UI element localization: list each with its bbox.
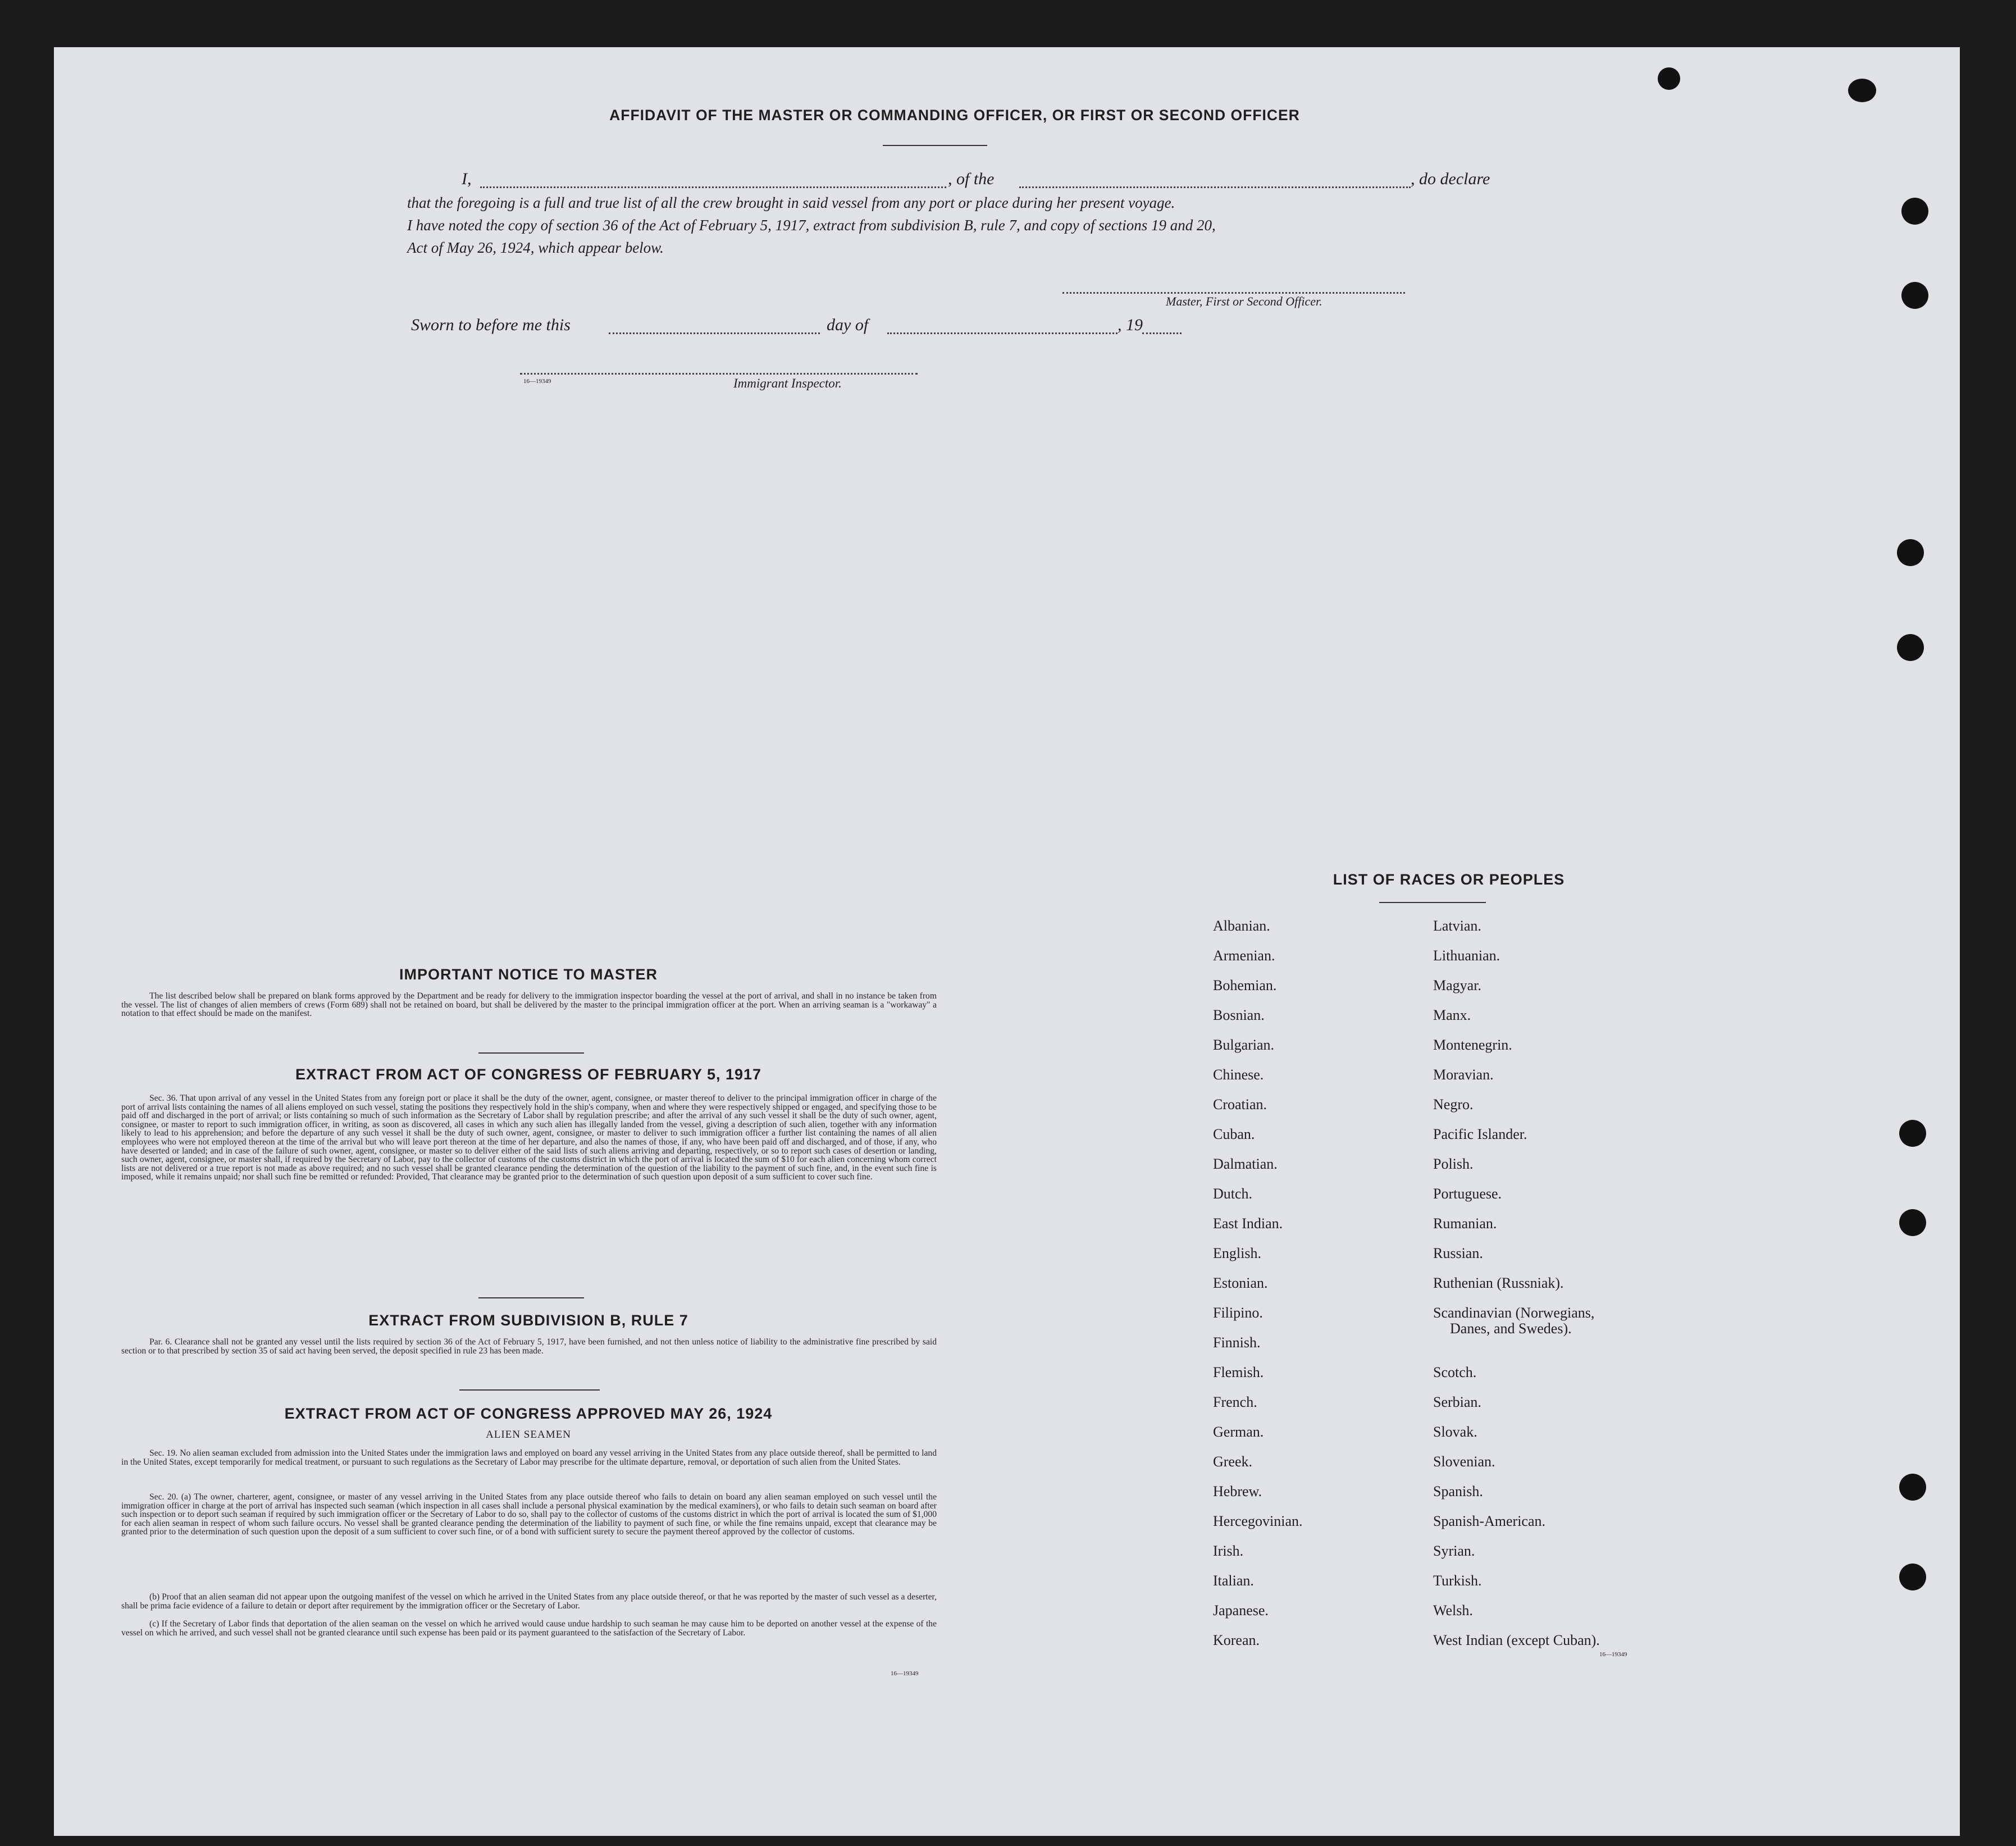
race-item: Slovak. bbox=[1433, 1424, 1477, 1440]
race-item: Bohemian. bbox=[1213, 977, 1277, 993]
vessel-blank bbox=[1019, 186, 1411, 188]
race-item: Dalmatian. bbox=[1213, 1156, 1278, 1172]
race-item: Albanian. bbox=[1213, 918, 1270, 934]
race-item: Magyar. bbox=[1433, 977, 1481, 993]
year-prefix: , 19 bbox=[1118, 316, 1143, 334]
race-item: Turkish. bbox=[1433, 1572, 1482, 1589]
binder-hole bbox=[1899, 1120, 1926, 1147]
sec19-text: Sec. 19. No alien seaman excluded from admission into the United States under the immigration laws and employed on board any vessel arriving in the United States from any place outside thereof, shall be permitted to land in the United States, except temporarily for medical treatment, or pursuant to such regulations as the Secretary of Labor may prescribe for the ultimate departure, removal, or deportation of such alien from the United States. bbox=[121, 1448, 937, 1467]
race-item: French. bbox=[1213, 1394, 1257, 1410]
races-title-rule bbox=[1379, 902, 1486, 903]
race-item: Scandinavian (Norwegians, bbox=[1433, 1305, 1595, 1321]
sec20a-text: Sec. 20. (a) The owner, charterer, agent, consignee, or master of any vessel arriving in the United States from any place outside thereof who fails to detain on board any alien seaman employed on such vessel until the immigration officer in charge at the port of arrival has inspected such seaman (which inspection in all cases shall include a personal physical examination by the medical examiners), or who fails to detain such seaman on board after such inspection or to deport such seaman if required by such immigration officer or the Secretary of Labor to do so, shall pay to the collector of customs of the customs district in which the port of arrival is located the sum of $1,000 for each alien seaman in respect of whom such failure occurs. No vessel shall be granted clearance pending the determination of the liability to payment of such fine, or while the fine remains unpaid, except that clearance may be granted prior to the determination of such question upon the deposit of a sum sufficient to cover such fine, or of a bond with sufficient surety to secure the payment thereof approved by the collector of customs. bbox=[121, 1492, 937, 1537]
signature-line bbox=[1062, 292, 1405, 294]
race-item: Montenegrin. bbox=[1433, 1037, 1512, 1053]
race-item: Hercegovinian. bbox=[1213, 1513, 1303, 1529]
race-item: Chinese. bbox=[1213, 1066, 1264, 1083]
race-item: Slovenian. bbox=[1433, 1453, 1495, 1470]
binder-hole bbox=[1899, 1209, 1926, 1236]
affidavit-title: AFFIDAVIT OF THE MASTER OR COMMANDING OFFICER, OR FIRST OR SECOND OFFICER bbox=[609, 107, 1300, 124]
race-item: Italian. bbox=[1213, 1572, 1254, 1589]
section-rule bbox=[459, 1389, 600, 1391]
race-item: Greek. bbox=[1213, 1453, 1253, 1470]
race-item: Spanish-American. bbox=[1433, 1513, 1546, 1529]
race-item: Portuguese. bbox=[1433, 1186, 1502, 1202]
extract-1924-form-number: 16—19349 bbox=[891, 1670, 919, 1677]
race-item: Pacific Islander. bbox=[1433, 1126, 1527, 1142]
binder-hole bbox=[1897, 634, 1924, 661]
race-item: Rumanian. bbox=[1433, 1215, 1497, 1232]
race-item: Spanish. bbox=[1433, 1483, 1483, 1499]
notice-text: The list described below shall be prepared on blank forms approved by the Department and be ready for delivery to the immigration inspector boarding the vessel at the port of arrival, and shall in no instance be taken from the vessel. The list of changes of alien members of crews (Form 689) shall not be retained on board, but shall be delivered by the master to the principal immigration officer at the port. When an arriving seaman is a "workaway" a notation to that effect should be made on the manifest. bbox=[121, 991, 937, 1019]
race-item: Negro. bbox=[1433, 1096, 1474, 1113]
race-item: Serbian. bbox=[1433, 1394, 1481, 1410]
month-blank bbox=[887, 332, 1118, 334]
extract-1917-text: Sec. 36. That upon arrival of any vessel in the United States from any foreign port or place it shall be the duty of the owner, agent, consignee, or master thereof to deliver to the principal immigration officer in charge of the port of arrival lists containing the names of all aliens employed on such vessel, stating the positions they respectively hold in the ship's company, when and where they were respectively shipped or engaged, and specifying those to be paid off and discharged in the port of arrival; or lists containing so much of such information as the Secretary of Labor shall by regulation prescribe; and after the arrival of any such vessel it shall be the duty of such owner, agent, consignee, or master to report to such immigration officer, in writing, as soon as discovered, all cases in which any such alien has illegally landed from the vessel, giving a description of such alien, together with any information likely to lead to his apprehension; and before the departure of any such vessel it shall be the duty of such owner, agent, consignee, or master to deliver to such immigration officer a further list containing the names of all alien employees who were not employed thereon at the time of the arrival but who will leave port thereon at the time of her departure, and also the names of those, if any, who have been paid off and discharged, and of those, if any, who have deserted or landed; and in case of the failure of such owner, agent, consignee, or master so to deliver either of the said lists of such aliens arriving and departing, respectively, or so to report such cases of desertion or landing, such owner, agent, consignee, or master shall, if required by the Secretary of Labor, pay to the collector of customs of the customs district in which the port of arrival is located the sum of $10 for each alien concerning whom correct lists are not delivered or a true report is not made as above required; and no such vessel shall be granted clearance pending the determination of the question of the liability to the payment of such fine, and, in the event such fine is imposed, while it remains unpaid; nor shall such fine be remitted or refunded: Provided, That clearance may be granted prior to the determination of such question upon deposit of a sum sufficient to cover such fine. bbox=[121, 1093, 937, 1182]
affidavit-line2: that the foregoing is a full and true list of all the crew brought in said vessel from any port or place during her present voyage. bbox=[407, 194, 1175, 211]
binder-hole bbox=[1848, 79, 1876, 102]
race-item: Hebrew. bbox=[1213, 1483, 1262, 1499]
affidavit-of-the: , of the bbox=[948, 170, 995, 188]
year-blank bbox=[1142, 332, 1182, 334]
section-rule bbox=[478, 1052, 584, 1054]
extract-1924-title: EXTRACT FROM ACT OF CONGRESS APPROVED MAY 26, 1924 bbox=[284, 1405, 773, 1422]
affidavit-line1 bbox=[407, 170, 1490, 192]
race-item: Polish. bbox=[1433, 1156, 1474, 1172]
master-caption: Master, First or Second Officer. bbox=[1166, 294, 1322, 308]
rule7-title: EXTRACT FROM SUBDIVISION B, RULE 7 bbox=[368, 1312, 688, 1329]
sec20b-text: (b) Proof that an alien seaman did not appear upon the outgoing manifest of the vessel on which he arrived in the United States from any place outside thereof, or that he was reported by the master of such vessel as a deserter, shall be prima facie evidence of a failure to detain or deport after requirement by the immigration officer or the Secretary of Labor. bbox=[121, 1592, 937, 1611]
race-item: Latvian. bbox=[1433, 918, 1481, 934]
binder-hole bbox=[1901, 198, 1928, 225]
race-item: Armenian. bbox=[1213, 947, 1275, 964]
binder-hole bbox=[1899, 1474, 1926, 1501]
inspector-caption: Immigrant Inspector. bbox=[733, 376, 842, 390]
races-form-number: 16—19349 bbox=[1599, 1651, 1627, 1658]
binder-hole bbox=[1658, 67, 1680, 90]
sworn-text: Sworn to before me this bbox=[411, 316, 571, 334]
race-item: German. bbox=[1213, 1424, 1264, 1440]
inspector-signature-line bbox=[520, 373, 918, 375]
notice-title: IMPORTANT NOTICE TO MASTER bbox=[399, 966, 658, 983]
race-item: Danes, and Swedes). bbox=[1450, 1320, 1572, 1337]
alien-seamen-subtitle: ALIEN SEAMEN bbox=[486, 1429, 571, 1441]
affidavit-line3: I have noted the copy of section 36 of the Act of February 5, 1917, extract from subdivision B, rule 7, and copy of sections 19 and 20, bbox=[407, 217, 1216, 234]
race-item: Filipino. bbox=[1213, 1305, 1263, 1321]
race-item: Moravian. bbox=[1433, 1066, 1494, 1083]
race-item: East Indian. bbox=[1213, 1215, 1283, 1232]
race-item: Scotch. bbox=[1433, 1364, 1477, 1380]
form-page bbox=[54, 47, 1960, 1836]
race-item: West Indian (except Cuban). bbox=[1433, 1632, 1600, 1648]
extract-1917-title: EXTRACT FROM ACT OF CONGRESS OF FEBRUARY 5, 1917 bbox=[295, 1066, 762, 1083]
race-item: Lithuanian. bbox=[1433, 947, 1500, 964]
race-item: Syrian. bbox=[1433, 1543, 1475, 1559]
race-item: Manx. bbox=[1433, 1007, 1471, 1023]
race-item: Estonian. bbox=[1213, 1275, 1268, 1291]
binder-hole bbox=[1899, 1564, 1926, 1590]
rule7-text: Par. 6. Clearance shall not be granted any vessel until the lists required by section 36 of the Act of February 5, 1917, have been furnished, and not then unless notice of liability to the administrative fine prescribed by said section or to that prescribed by section 35 of said act having been served, the deposit specified in rule 23 has been made. bbox=[121, 1337, 937, 1356]
affidavit-i: I, bbox=[462, 170, 472, 188]
race-item: Flemish. bbox=[1213, 1364, 1264, 1380]
sec20c-text: (c) If the Secretary of Labor finds that deportation of the alien seaman on the vessel on which he arrived would cause undue hardship to such seaman he may cause him to be deported on another vessel at the expense of the vessel on which he arrived, and such vessel shall not be granted clearance until such expense has been paid or its payment guaranteed to the satisfaction of the Secretary of Labor. bbox=[121, 1619, 937, 1638]
affidavit-line4: Act of May 26, 1924, which appear below. bbox=[407, 239, 664, 256]
affidavit-form-number: 16—19349 bbox=[523, 378, 551, 385]
name-blank bbox=[480, 186, 946, 188]
race-item: Ruthenian (Russniak). bbox=[1433, 1275, 1564, 1291]
affidavit-do-declare: , do declare bbox=[1411, 170, 1490, 188]
race-item: Korean. bbox=[1213, 1632, 1260, 1648]
race-item: Dutch. bbox=[1213, 1186, 1253, 1202]
sworn-line bbox=[411, 316, 1253, 338]
race-item: Cuban. bbox=[1213, 1126, 1255, 1142]
section-rule bbox=[478, 1297, 584, 1298]
race-item: Irish. bbox=[1213, 1543, 1244, 1559]
races-title: LIST OF RACES OR PEOPLES bbox=[1333, 871, 1565, 888]
race-item: Croatian. bbox=[1213, 1096, 1267, 1113]
race-item: Finnish. bbox=[1213, 1334, 1261, 1351]
title-rule bbox=[883, 145, 987, 146]
binder-hole bbox=[1901, 282, 1928, 309]
race-item: Russian. bbox=[1433, 1245, 1483, 1261]
day-of-text: day of bbox=[827, 316, 869, 334]
race-item: Bulgarian. bbox=[1213, 1037, 1275, 1053]
day-blank bbox=[609, 332, 820, 334]
race-item: Bosnian. bbox=[1213, 1007, 1265, 1023]
race-item: Japanese. bbox=[1213, 1602, 1269, 1619]
race-item: Welsh. bbox=[1433, 1602, 1473, 1619]
binder-hole bbox=[1897, 539, 1924, 566]
race-item: English. bbox=[1213, 1245, 1261, 1261]
